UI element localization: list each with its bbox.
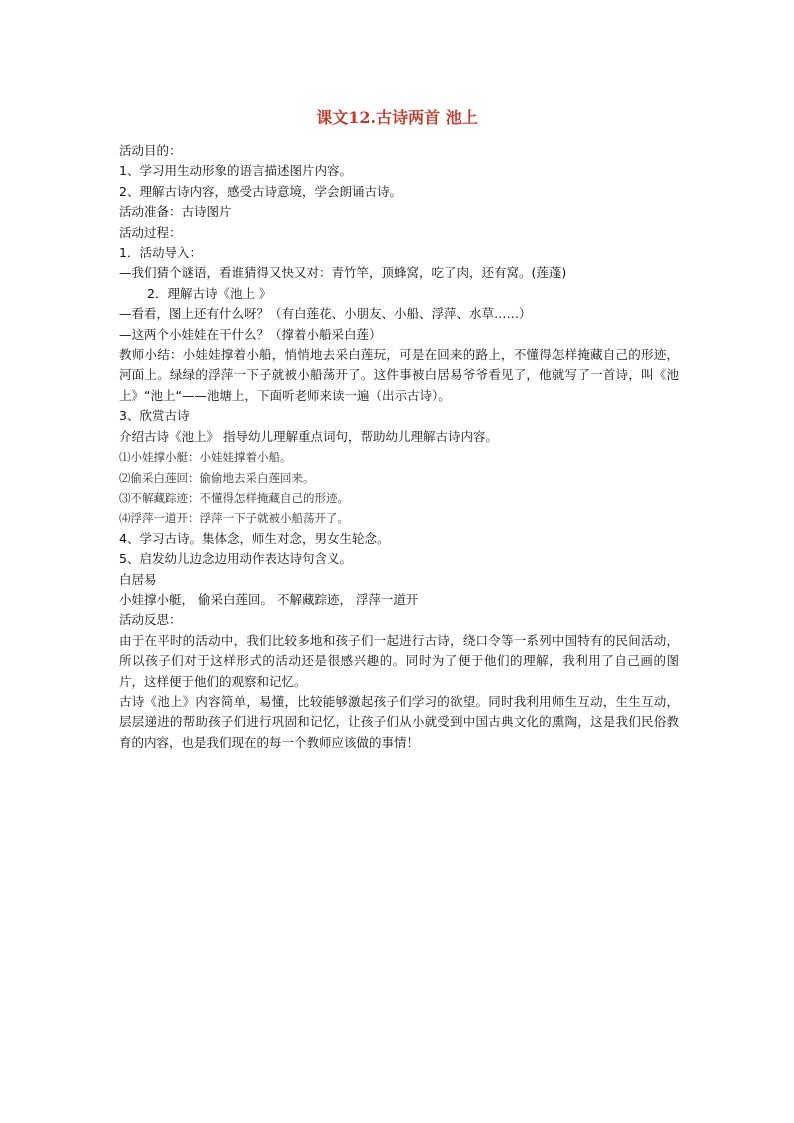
text-line: 白居易 [119, 571, 157, 587]
text-line: ⑶不解藏踪迹：不懂得怎样掩藏自己的形迹。 [119, 490, 349, 505]
text-line: 活动目的： [119, 143, 182, 158]
paragraph: 由于在平时的活动中，我们比较多地和孩子们一起进行古诗，绕口令等一系列中国特有的民间活动，所以孩子们对于这样形式的活动还是很感兴趣的。同时为了便于他们的理解，我利用了自己画的图片，这样便于他们的观察和记忆。 [119, 632, 679, 689]
text-line: ⑵偷采白莲回：偷偷地去采白莲回来。 [119, 470, 315, 485]
paragraph: 古诗《池上》内容简单，易懂，比较能够激起孩子们学习的欲望。同时我利用师生互动，生生互动，层层递进的帮助孩子们进行巩固和记忆，让孩子们从小就受到中国古典文化的熏陶，这是我们民俗教育的内容，也是我们现在的每一个教师应该做的事情！ [119, 693, 679, 750]
document-body [119, 141, 679, 753]
text-line: 1、学习用生动形象的语言描述图片内容。 [119, 163, 352, 179]
text-line: —看看，图上还有什么呀？（有白莲花、小朋友、小船、浮萍、水草……） [119, 306, 532, 322]
text-line: 3、欣赏古诗 [119, 408, 190, 424]
text-line: 小娃撑小艇， 偷采白莲回。 不解藏踪迹， 浮萍一道开 [119, 591, 419, 607]
text-line: 2、理解古诗内容，感受古诗意境，学会朗诵古诗。 [119, 183, 402, 199]
text-line: 介绍古诗《池上》 指导幼儿理解重点词句，帮助幼儿理解古诗内容。 [119, 428, 498, 444]
text-line: —我们猜个谜语，看谁猜得又快又对：青竹竿，顶蜂窝，吃了肉，还有窝。(莲蓬) [119, 265, 567, 281]
text-line: ⑷浮萍一道开：浮萍一下子就被小船荡开了。 [119, 511, 349, 526]
text-line: ⑴小娃撑小艇：小娃娃撑着小船。 [119, 450, 292, 465]
text-line: 活动准备：古诗图片 [119, 204, 232, 220]
text-line: 1．活动导入： [119, 245, 202, 261]
text-line: 活动反思： [119, 612, 182, 628]
text-line: 4、学习古诗。集体念，师生对念，男女生轮念。 [119, 530, 390, 546]
text-line: 活动过程： [119, 224, 182, 240]
paragraph: 教师小结：小娃娃撑着小船，悄悄地去采白莲玩，可是在回来的路上，不懂得怎样掩藏自己的形迹，河面上。绿绿的浮萍一下子就被小船荡开了。这件事被白居易爷爷看见了，他就写了一首诗，叫《池上》“池上“——池塘上，下面听老师来读一遍（出示古诗）。 [119, 347, 679, 403]
text-line: 2．理解古诗《池上 》 [147, 285, 272, 301]
page-title: 课文12.古诗两首 池上 [316, 108, 478, 127]
text-line: 5、启发幼儿边念边用动作表达诗句含义。 [119, 551, 352, 567]
text-line: —这两个小娃娃在干什么？（撑着小船采白莲） [119, 326, 382, 342]
